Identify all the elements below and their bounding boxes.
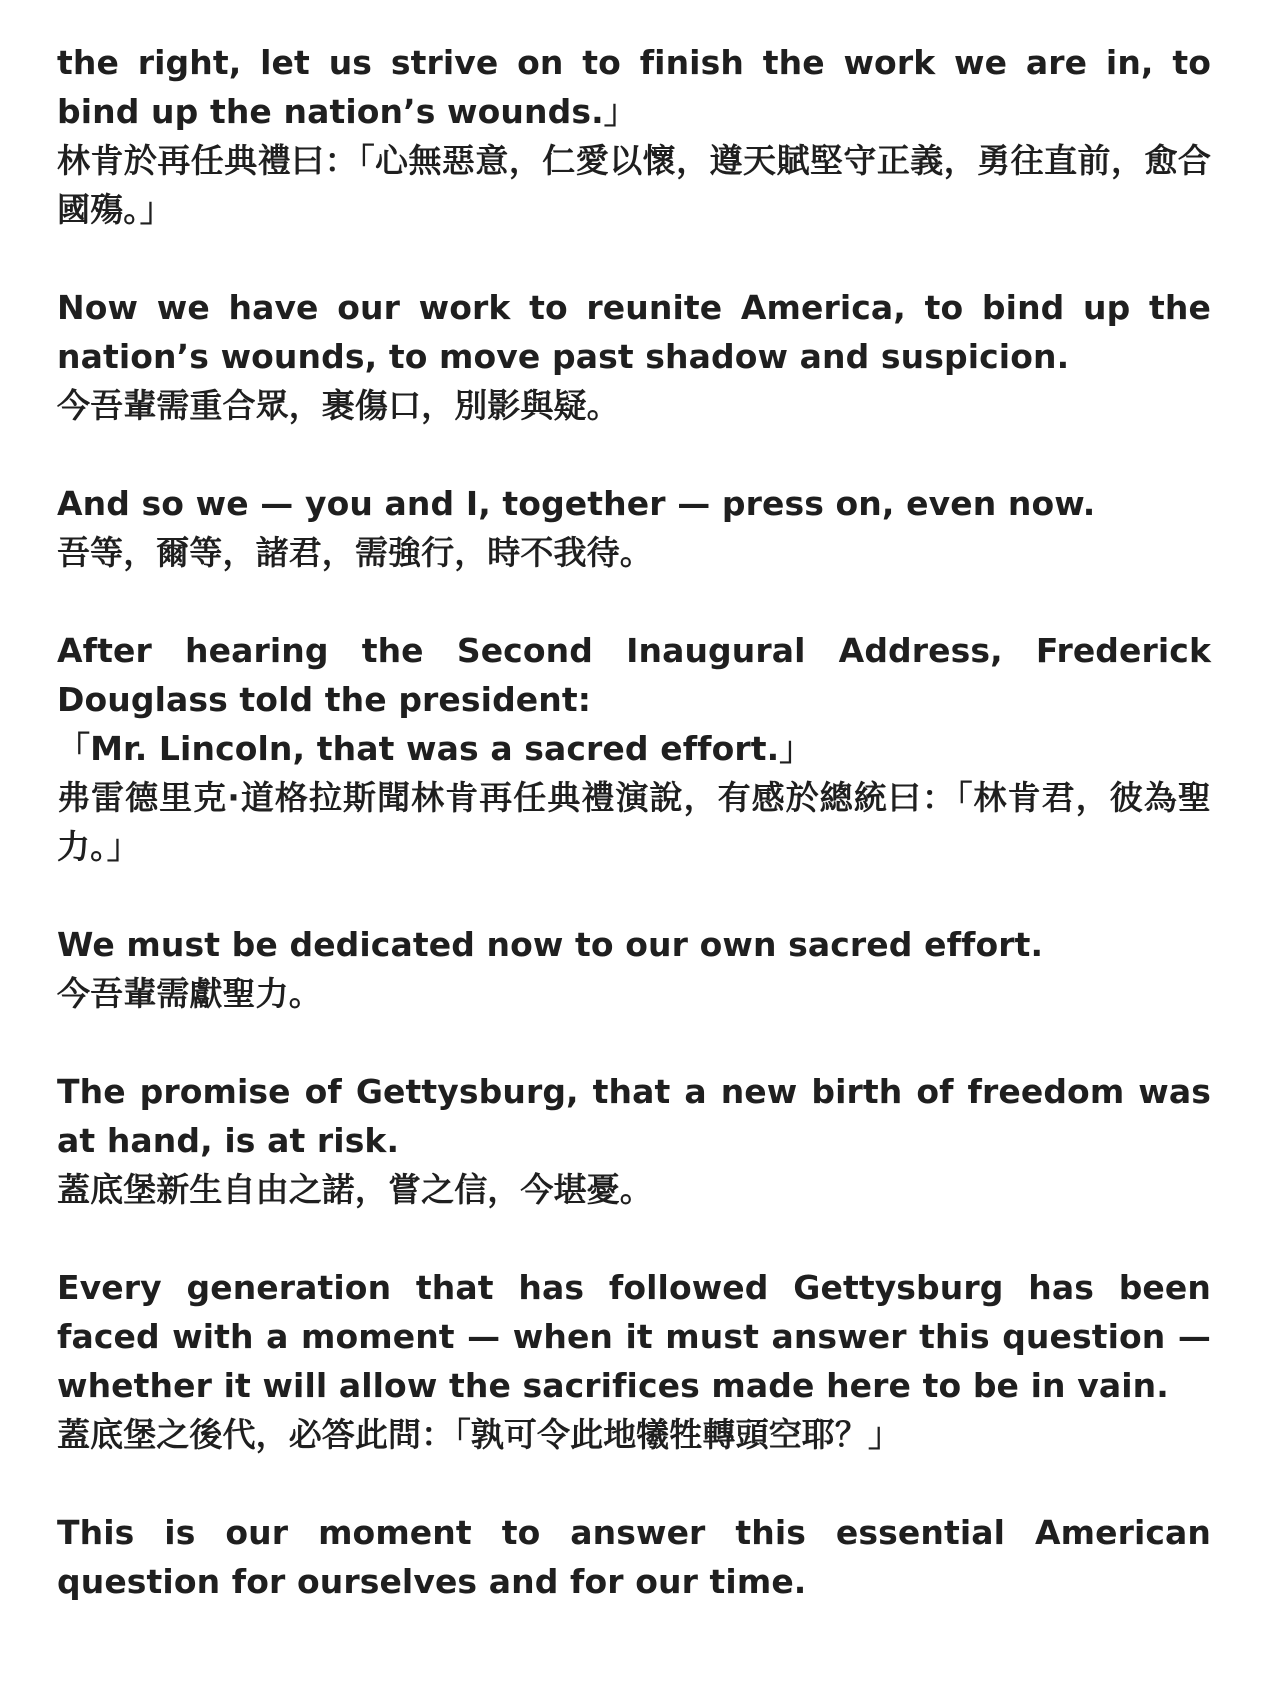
chinese-text: 林肯於再任典禮曰：「心無惡意，仁愛以懷，遵天賦堅守正義，勇往直前，愈合國殤。」 [57,141,1211,229]
english-text: Now we have our work to reunite America, to bind up the nation’s wounds, to move past shadow and suspicion. [57,288,1211,376]
english-text: the right, let us strive on to finish the work we are in, to bind up the nation’s wounds.」 [57,43,1211,131]
chinese-text: 蓋底堡之後代，必答此問：「孰可令此地犧牲轉頭空耶？」 [57,1415,902,1454]
english-text: And so we — you and I, together — press on, even now. [57,484,1096,523]
english-text: Every generation that has followed Gettysburg has been faced with a moment — when it must answer this question — whether it will allow the sacrifices made here to be in vain. [57,1268,1211,1405]
paragraph-6 [57,1067,1211,1214]
english-quote: 「Mr. Lincoln, that was a sacred effort.」 [57,729,813,768]
english-text: The promise of Gettysburg, that a new birth of freedom was at hand, is at risk. [57,1072,1211,1160]
chinese-text: 蓋底堡新生自由之諾，嘗之信，今堪憂。 [57,1170,653,1209]
chinese-text: 今吾輩需獻聖力。 [57,974,322,1013]
chinese-text: 弗雷德里克·道格拉斯聞林肯再任典禮演說，有感於總統曰：「林肯君，彼為聖力。」 [57,778,1211,866]
paragraph-5 [57,920,1211,1018]
english-text: After hearing the Second Inaugural Address, Frederick Douglass told the president: [57,631,1211,719]
paragraph-8 [57,1508,1211,1606]
chinese-text: 吾等，爾等，諸君，需強行，時不我待。 [57,533,653,572]
english-text: This is our moment to answer this essential American question for ourselves and for our time. [57,1513,1211,1601]
paragraph-7 [57,1263,1211,1459]
paragraph-3 [57,479,1211,577]
paragraph-1 [57,38,1211,234]
chinese-text: 今吾輩需重合眾，裹傷口，別影與疑。 [57,386,620,425]
paragraph-2 [57,283,1211,430]
paragraph-4 [57,626,1211,871]
english-text: We must be dedicated now to our own sacred effort. [57,925,1044,964]
